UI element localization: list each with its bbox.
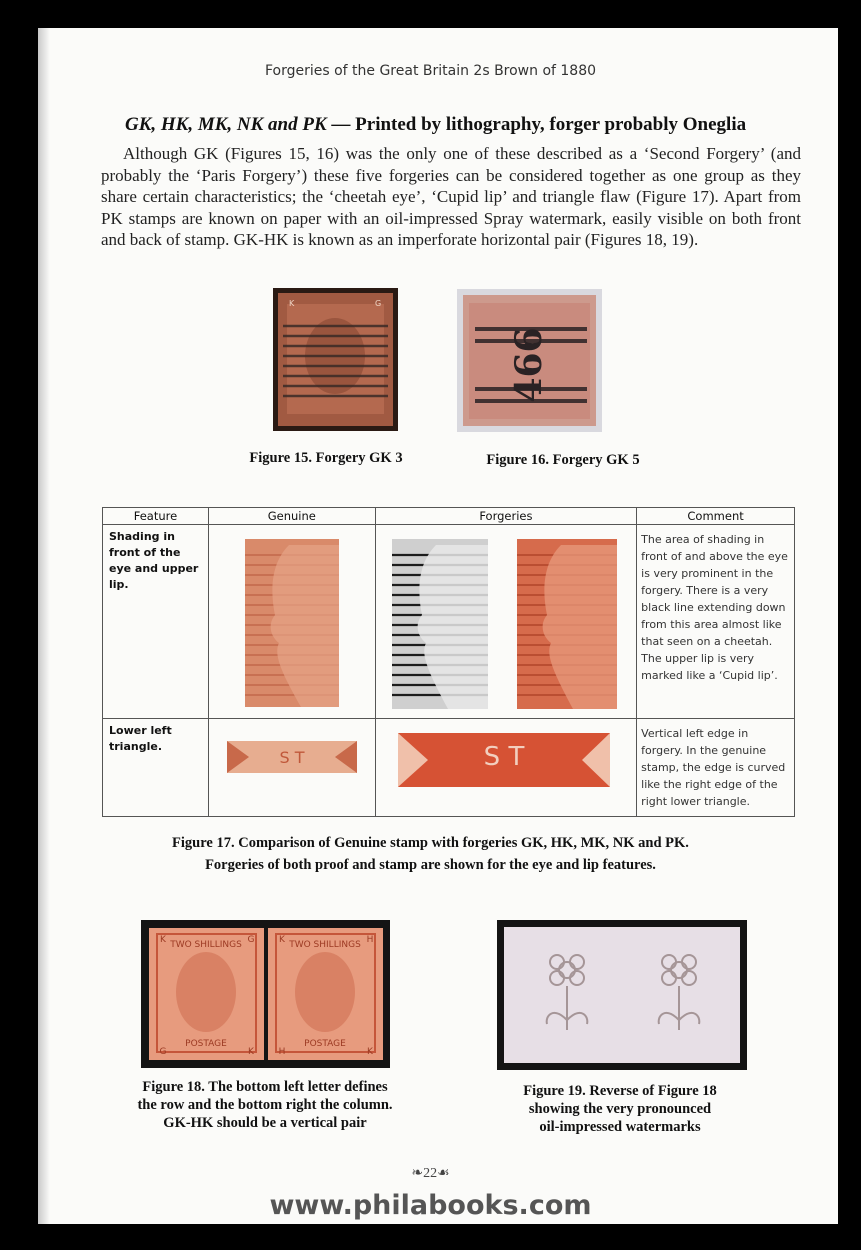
figure-17-caption-line-2: Forgeries of both proof and stamp are shown for the eye and lip features. [205, 857, 656, 873]
header-genuine: Genuine [208, 508, 375, 525]
genuine-triangle-image [209, 719, 375, 805]
figure-19-caption-line: oil-impressed watermarks [539, 1119, 701, 1135]
page-number [0, 1165, 861, 1182]
heading-title: — Printed by lithography, forger probably Oneglia [326, 114, 747, 135]
pair-right-bottom-text: POSTAGE [304, 1039, 346, 1049]
figure-15-stamp [273, 288, 398, 431]
pair-right-br: K [367, 1047, 373, 1057]
genuine-eye-cell [208, 525, 375, 719]
figure-19-caption-line: showing the very pronounced [528, 1101, 712, 1117]
figure-18-caption-line: the row and the bottom right the column. [137, 1097, 393, 1113]
figure-18-caption-line: Figure 18. The bottom left letter defines [142, 1079, 388, 1095]
running-head: Forgeries of the Great Britain 2s Brown of 1880 [264, 63, 597, 79]
figure-15-caption: Figure 15. Forgery GK 3 [249, 450, 403, 466]
intro-paragraph [101, 143, 801, 251]
pair-left-bl: G [159, 1047, 167, 1057]
figure-16-stamp [457, 289, 602, 432]
forgery-triangle-image [376, 719, 637, 805]
forgery-heads-image [376, 525, 637, 715]
pair-right-top-text: TWO SHILLINGS [289, 940, 361, 950]
comment-cell: The area of shading in front of and above the eye is very prominent in the forgery. There is a very black line extending down from this area almost like that seen on a cheetah. The upper lip is very marked like a ‘Cupid lip’. [637, 525, 795, 719]
genuine-triangle-letters: S T [279, 748, 305, 767]
forgery-eye-cell [375, 525, 637, 719]
comment-cell: Vertical left edge in forgery. In the genuine stamp, the edge is curved like the right edge of the right lower triangle. [637, 719, 795, 817]
website-watermark[interactable]: www.philabooks.com [269, 1190, 592, 1221]
pair-right-tr: H [366, 935, 374, 945]
stamp-pair-image [141, 920, 390, 1068]
page-number-text: 22 [423, 1166, 438, 1181]
figure-17-caption-line-1: Figure 17. Comparison of Genuine stamp with forgeries GK, HK, MK, NK and PK. [172, 835, 689, 851]
table-header-row [103, 508, 795, 525]
figure-18-caption-line: GK-HK should be a vertical pair [163, 1115, 367, 1131]
figure-18-stamp-pair [141, 920, 390, 1068]
pair-left-tr: G [247, 935, 255, 945]
pair-right-tl: K [279, 935, 285, 945]
header-forgeries: Forgeries [375, 508, 637, 525]
page-edge-shadow [38, 28, 50, 1224]
stamp-gk5-image [457, 289, 602, 432]
header-feature: Feature [103, 508, 209, 525]
genuine-triangle-cell [208, 719, 375, 817]
section-heading [125, 114, 746, 136]
header-comment: Comment [637, 508, 795, 525]
figure-19-caption-line: Figure 19. Reverse of Figure 18 [523, 1083, 717, 1099]
figure-18-caption [110, 1078, 420, 1132]
comparison-table [102, 507, 795, 817]
pair-left-tl: K [160, 935, 166, 945]
figure-19-caption [470, 1082, 770, 1136]
heading-codes: GK, HK, MK, NK and PK [125, 114, 327, 135]
figure-16-caption: Figure 16. Forgery GK 5 [486, 452, 640, 468]
figure-19-reverse [497, 920, 747, 1070]
watermark-reverse-image [497, 920, 747, 1070]
intro-text: Although GK (Figures 15, 16) was the only one of these described as a ‘Second Forgery’ (and probably the ‘Paris Forgery’) these five forgeries can be considered together as one group as they share certain characteristics; the ‘cheetah eye’, ‘Cupid lip’ and triangle flaw (Figure 17). Apart from PK stamps are known on paper with an oil-impressed Spray watermark, easily visible on both front and back of stamp. GK-HK is known as an imperforate horizontal pair (Figures 18, 19). [101, 144, 801, 249]
svg-text:K: K [289, 299, 295, 308]
table-row [103, 525, 795, 719]
stamp-gk3-image [273, 288, 398, 431]
svg-text:G: G [375, 299, 382, 308]
feature-cell: Shading in front of the eye and upper lip. [103, 525, 209, 719]
page-ornament-right: ☙ [437, 1166, 450, 1181]
pair-left-br: K [248, 1047, 254, 1057]
pair-left-bottom-text: POSTAGE [185, 1039, 227, 1049]
table-row [103, 719, 795, 817]
genuine-head-image [209, 525, 375, 715]
forgery-triangle-letters: S T [483, 742, 524, 772]
page-ornament-left: ❧ [411, 1166, 424, 1181]
feature-cell: Lower left triangle. [103, 719, 209, 817]
forgery-triangle-cell [375, 719, 637, 817]
postmark-number: 466 [508, 327, 550, 403]
pair-left-top-text: TWO SHILLINGS [170, 940, 242, 950]
pair-right-bl: H [278, 1047, 286, 1057]
